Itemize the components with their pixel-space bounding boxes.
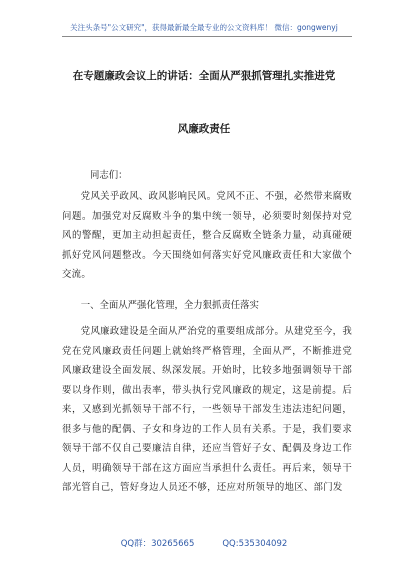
- paragraph-section-1: [62, 322, 352, 498]
- paragraph-intro: [62, 187, 352, 285]
- header-banner: 关注头条号"公文研究"，获得最新最全最专业的公文资料库！ 微信：gongwenyj: [70, 23, 338, 32]
- paragraph-intro-text: 党风关乎政风、政风影响民风。党风不正、不强，必然带来腐败问题。加强党对反腐败斗争的集中统一领导，必须要时刻保持对党风的警醒，更加主动担起责任，整合反腐败全链条力量，动真碰硬抓好党风问题整改。今天围绕如何落实好党风廉政责任和大家做个交流。: [62, 191, 352, 280]
- footer-qq: QQ:535304092: [222, 539, 288, 549]
- header-rule: [62, 36, 352, 37]
- footer-contact: [0, 537, 408, 549]
- document-title-line-1: 在专题廉政会议上的讲话：全面从严狠抓管理扎实推进党: [72, 70, 336, 82]
- greeting: 同志们：: [90, 170, 128, 181]
- paragraph-section-1-text: 党风廉政建设是全面从严治党的重要组成部分。从建党至今，我党在党风廉政责任问题上就始终严格管理，全面从严，不断推进党风廉政建设全面发展、纵深发展。开始时，比较多地强调领导干部要以身作则，做出表率，带头执行党风廉政的规定，这是前提。后来，又感到光抓领导干部不行，一些领导干部发生违法违纪问题，很多与他的配偶、子女和身边的工作人员有关系。于是，我们要求领导干部不仅自己要廉洁自律，还应当管好子女、配偶及身边工作人员，明确领导干部在这方面应当承担什么责任。再后来，领导干部光管自己，管好身边人员还不够，还应对所领导的地区、部门发: [62, 326, 352, 493]
- footer-qq-group: QQ群：30265665: [120, 539, 195, 549]
- document-title-line-2: 风廉政责任: [177, 123, 231, 135]
- section-heading-1: 一、全面从严强化管理，全力狠抓责任落实: [80, 300, 259, 311]
